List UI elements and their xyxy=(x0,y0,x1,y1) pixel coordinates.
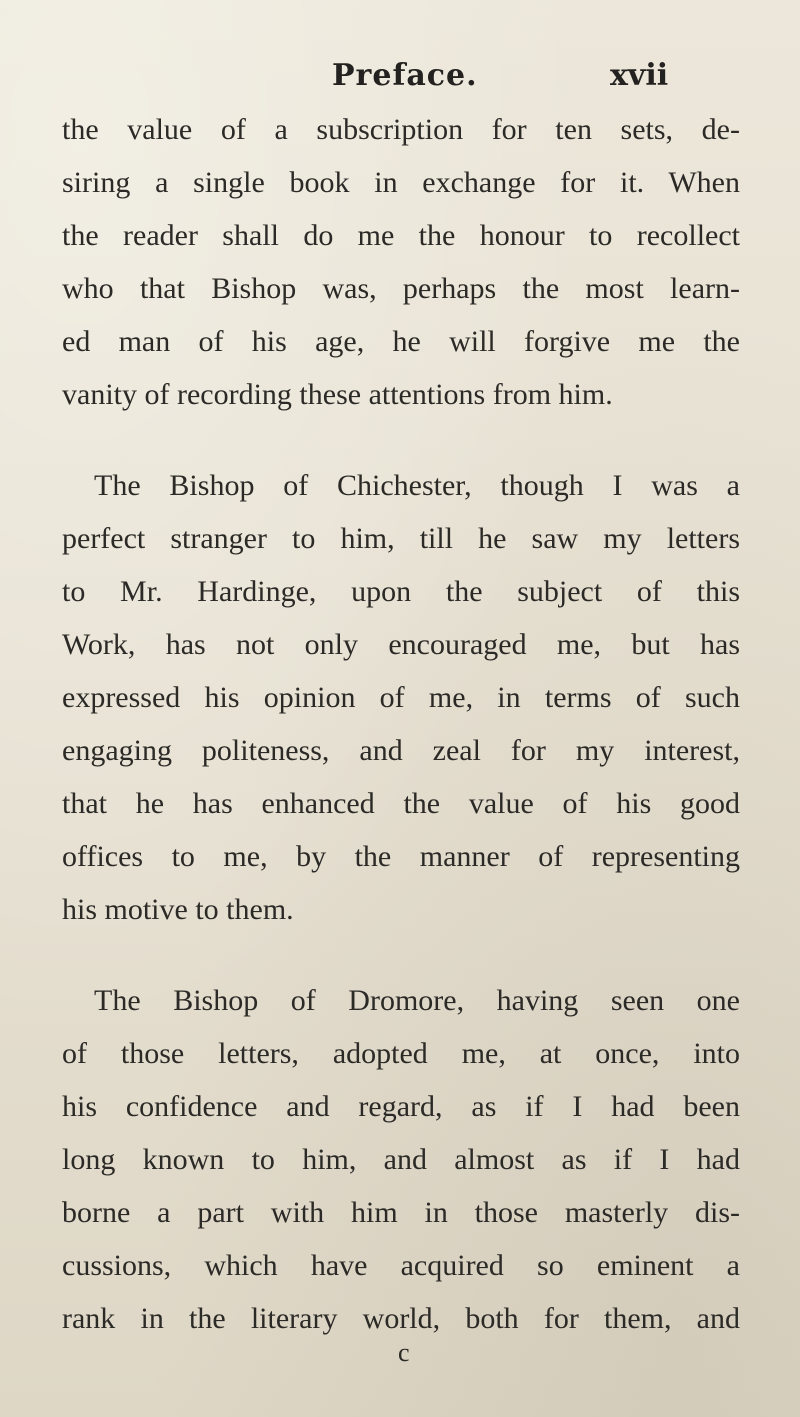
text-line: expressed his opinion of me, in terms of such xyxy=(62,681,740,714)
text-line: offices to me, by the manner of representing xyxy=(62,840,740,873)
text-line: perfect stranger to him, till he saw my letters xyxy=(62,522,740,555)
text-line: the reader shall do me the honour to recollect xyxy=(62,219,740,252)
running-title: Preface. xyxy=(332,58,478,93)
text-line: ed man of his age, he will forgive me the xyxy=(62,325,740,358)
text-line: his confidence and regard, as if I had been xyxy=(62,1090,740,1123)
text-line: his motive to them. xyxy=(62,893,294,926)
text-line: who that Bishop was, perhaps the most learn- xyxy=(62,272,740,305)
text-line: vanity of recording these attentions from him. xyxy=(62,378,613,411)
page-number: xvii xyxy=(610,58,669,93)
text-line: long known to him, and almost as if I had xyxy=(62,1143,740,1176)
text-line: rank in the literary world, both for them, and xyxy=(62,1302,740,1335)
running-head xyxy=(0,58,800,108)
text-line: cussions, which have acquired so eminent a xyxy=(62,1249,740,1282)
text-line: The Bishop of Chichester, though I was a xyxy=(94,469,740,502)
paragraph-1 xyxy=(62,103,740,421)
text-line: engaging politeness, and zeal for my interest, xyxy=(62,734,740,767)
text-line: that he has enhanced the value of his good xyxy=(62,787,740,820)
paragraph-2 xyxy=(62,459,740,936)
text-line: the value of a subscription for ten sets, de- xyxy=(62,113,740,146)
text-line: Work, has not only encouraged me, but has xyxy=(62,628,740,661)
text-line: siring a single book in exchange for it. When xyxy=(62,166,740,199)
paragraph-3 xyxy=(62,974,740,1345)
signature-mark: c xyxy=(398,1338,410,1367)
text-line: borne a part with him in those masterly dis- xyxy=(62,1196,740,1229)
text-line: The Bishop of Dromore, having seen one xyxy=(94,984,740,1017)
body-text xyxy=(62,103,740,1345)
text-line: of those letters, adopted me, at once, into xyxy=(62,1037,740,1070)
text-line: to Mr. Hardinge, upon the subject of this xyxy=(62,575,740,608)
